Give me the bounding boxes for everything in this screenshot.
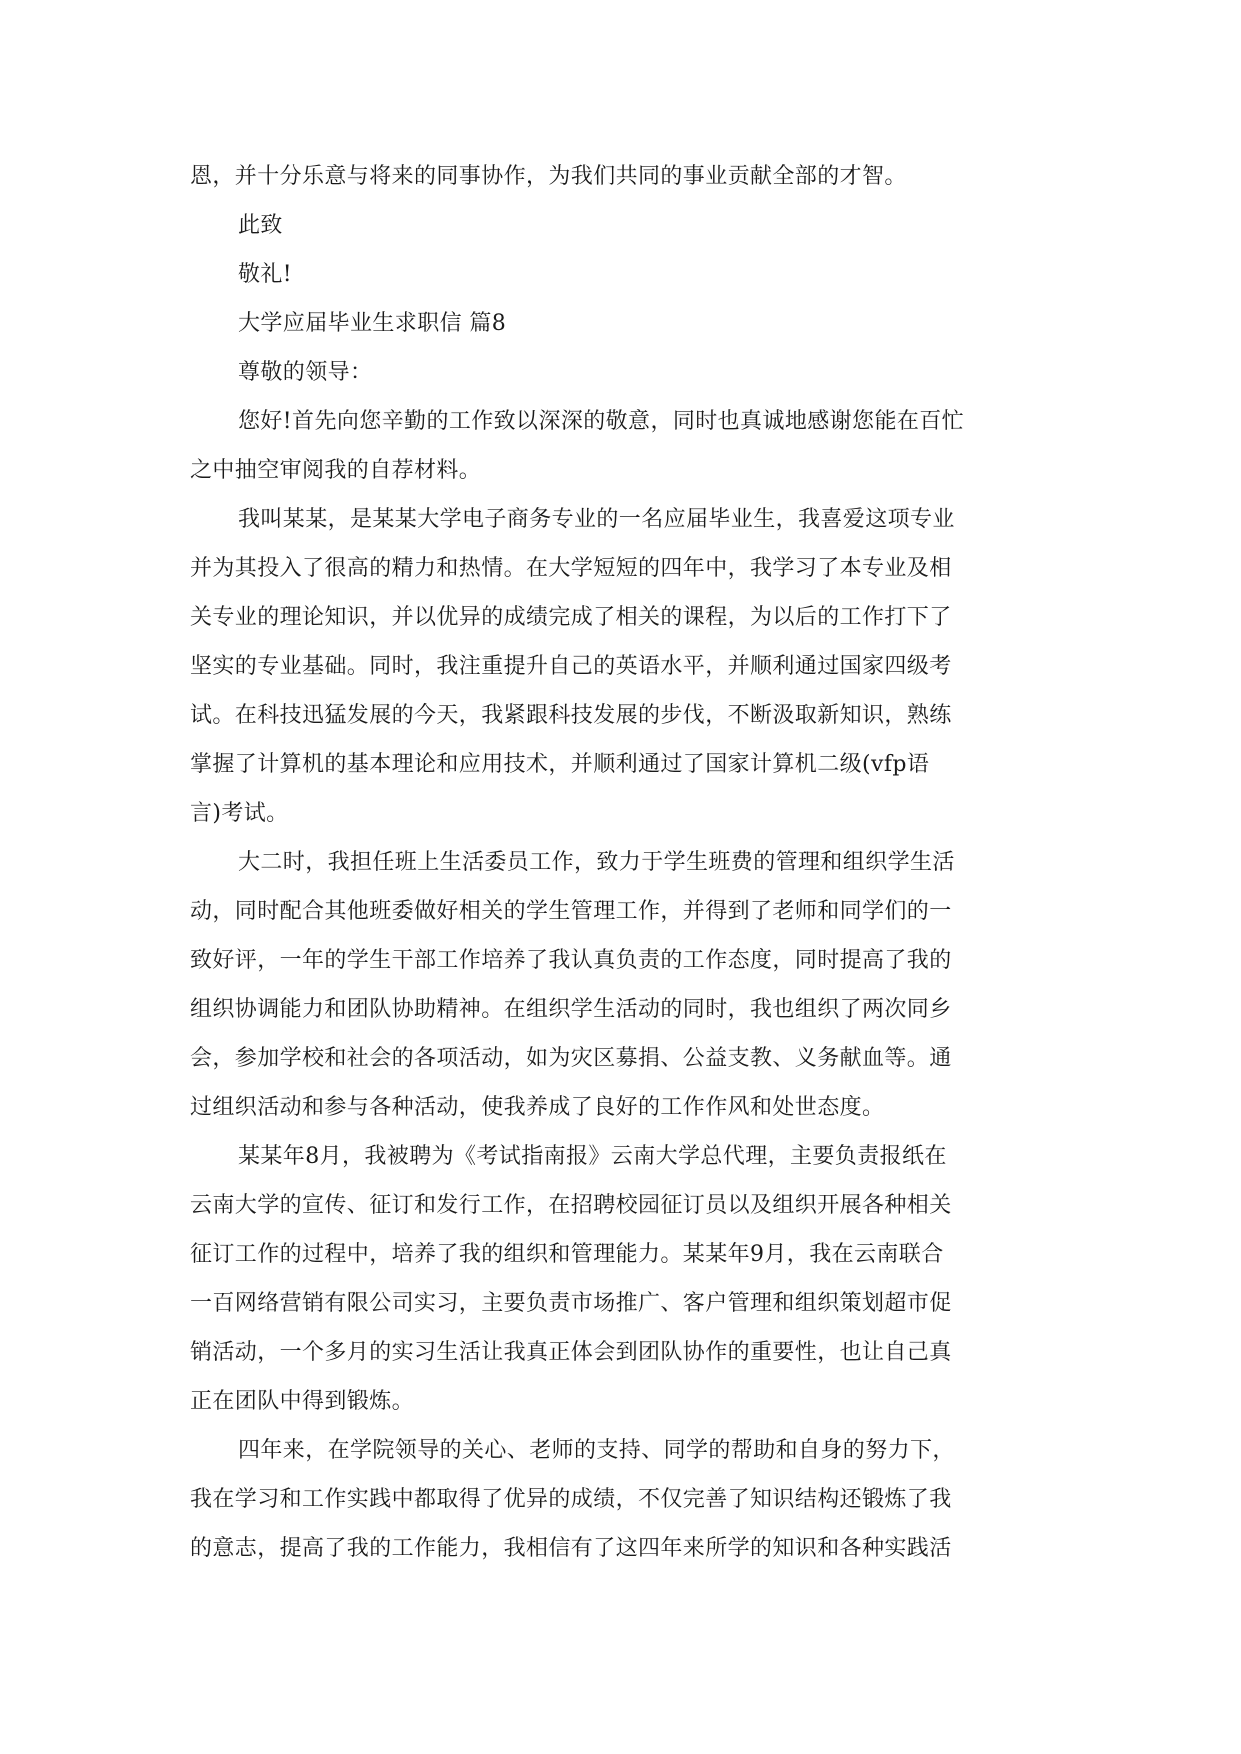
text-line: 您好!首先向您辛勤的工作致以深深的敬意，同时也真诚地感谢您能在百忙 (238, 409, 965, 434)
text-line: 恩，并十分乐意与将来的同事协作，为我们共同的事业贡献全部的才智。 (190, 164, 907, 189)
text-line: 掌握了计算机的基本理论和应用技术，并顺利通过了国家计算机二级(vfp语 (190, 752, 930, 777)
text-line: 一百网络营销有限公司实习，主要负责市场推广、客户管理和组织策划超市促 (190, 1291, 952, 1316)
text-line: 征订工作的过程中，培养了我的组织和管理能力。某某年9月，我在云南联合 (190, 1242, 944, 1267)
text-line: 会，参加学校和社会的各项活动，如为灾区募捐、公益支教、义务献血等。通 (190, 1046, 952, 1071)
text-line: 某某年8月，我被聘为《考试指南报》云南大学总代理，主要负责报纸在 (238, 1144, 947, 1169)
text-line: 我叫某某，是某某大学电子商务专业的一名应届毕业生，我喜爱这项专业 (238, 507, 955, 532)
salutation: 尊敬的领导： (238, 360, 373, 385)
text-line: 云南大学的宣传、征订和发行工作，在招聘校园征订员以及组织开展各种相关 (190, 1193, 952, 1218)
text-line: 大二时，我担任班上生活委员工作，致力于学生班费的管理和组织学生活 (238, 850, 955, 875)
text-line: 销活动，一个多月的实习生活让我真正体会到团队协作的重要性，也让自己真 (190, 1340, 952, 1365)
text-line: 我在学习和工作实践中都取得了优异的成绩，不仅完善了知识结构还锻炼了我 (190, 1487, 952, 1512)
text-line: 正在团队中得到锻炼。 (190, 1389, 415, 1414)
text-line: 关专业的理论知识，并以优异的成绩完成了相关的课程，为以后的工作打下了 (190, 605, 952, 630)
letter-body (190, 152, 1052, 1573)
text-line: 试。在科技迅猛发展的今天，我紧跟科技发展的步伐，不断汲取新知识，熟练 (190, 703, 952, 728)
text-line: 敬礼! (238, 262, 293, 287)
text-line: 之中抽空审阅我的自荐材料。 (190, 458, 482, 483)
section-heading: 大学应届毕业生求职信 篇8 (238, 311, 507, 336)
text-line: 此致 (238, 213, 283, 238)
text-line: 过组织活动和参与各种活动，使我养成了良好的工作作风和处世态度。 (190, 1095, 885, 1120)
text-line: 的意志，提高了我的工作能力，我相信有了这四年来所学的知识和各种实践活 (190, 1536, 952, 1561)
text-line: 四年来，在学院领导的关心、老师的支持、同学的帮助和自身的努力下， (238, 1438, 955, 1463)
text-line: 动，同时配合其他班委做好相关的学生管理工作，并得到了老师和同学们的一 (190, 899, 952, 924)
text-line: 坚实的专业基础。同时，我注重提升自己的英语水平，并顺利通过国家四级考 (190, 654, 952, 679)
text-line: 言)考试。 (190, 801, 289, 826)
text-line: 并为其投入了很高的精力和热情。在大学短短的四年中，我学习了本专业及相 (190, 556, 952, 581)
text-line: 致好评，一年的学生干部工作培养了我认真负责的工作态度，同时提高了我的 (190, 948, 952, 973)
text-line: 组织协调能力和团队协助精神。在组织学生活动的同时，我也组织了两次同乡 (190, 997, 952, 1022)
